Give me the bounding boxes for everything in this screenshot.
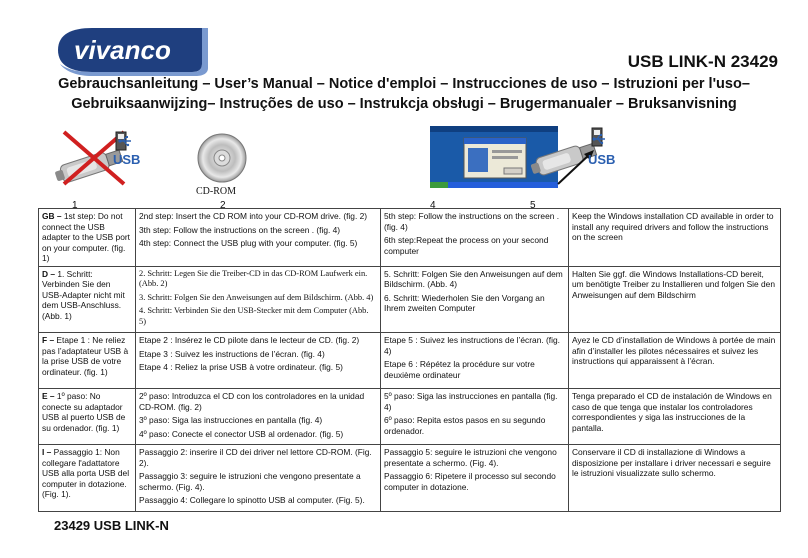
- step-text: Passaggio 6: Ripetere il processo sul secondo computer in dotazione.: [384, 471, 556, 492]
- step-text: 5. Schritt: Folgen Sie den Anweisungen auf dem Bildschirm. (Abb. 4): [384, 268, 563, 289]
- step-text: Etape 1 : Ne reliez pas l’adaptateur USB à la prise USB de votre ordinateur. (fig. 1): [42, 335, 129, 377]
- step-text: Etape 3 : Suivez les instructions de l’écran. (fig. 4): [139, 348, 325, 359]
- steps-2-4-cell: [136, 445, 381, 512]
- step-text: 4º paso: Conecte el conector USB al ordenador. (fig. 5): [139, 428, 344, 439]
- steps-2-4-cell: [136, 333, 381, 389]
- cdrom-label: CD-ROM: [196, 186, 237, 197]
- step-text: 4. Schritt: Verbinden Sie den USB-Stecker mit dem Computer (Abb. 5): [139, 306, 369, 326]
- usb-label-fig-5: USB: [588, 152, 616, 167]
- instructions-table: [38, 208, 781, 512]
- step-text: 1. Schritt: Verbinden Sie den USB-Adapter nicht mit dem USB-Anschluss. (Abb. 1): [42, 268, 125, 321]
- step-text: 3. Schritt: Folgen Sie den Anweisungen auf dem Bildschirm. (Abb. 4): [139, 292, 374, 302]
- note-cell: [569, 445, 781, 512]
- step-text: 1º paso: No conecte su adaptador USB al puerto USB de su ordenador. (fig. 1): [42, 391, 126, 433]
- step-text: Passaggio 4: Collegare lo spinotto USB al computer. (Fig. 5).: [139, 495, 365, 505]
- note-text: Halten Sie ggf. die Windows Installations-CD bereit, um benötigte Treiber zu Installieren und folgen Sie den Anweisungen auf dem Bildschirm: [572, 268, 775, 300]
- step-text: Etape 5 : Suivez les instructions de l’écran. (fig. 4): [384, 335, 560, 356]
- note-cell: [569, 389, 781, 445]
- step-text: 6º paso: Repita estos pasos en su segundo ordenador.: [384, 415, 546, 436]
- step-text: 2º paso: Introduzca el CD con los controladores en la unidad CD-ROM. (fig. 2): [139, 391, 365, 412]
- note-text: Ayez le CD d’installation de Windows à portée de main afin d’installer les pilotes nécessaires et suivez les instructions qui apparaissent à l’écran.: [572, 335, 776, 366]
- manual-subtitle-line-1: Gebrauchsanleitung – User’s Manual – Notice d'emploi – Instrucciones de uso – Istruzioni per l'uso–: [58, 76, 750, 92]
- steps-2-4-cell: [136, 209, 381, 267]
- step-text: Etape 4 : Reliez la prise USB à votre ordinateur. (fig. 5): [139, 362, 343, 372]
- figure-2-cdrom-disc: [196, 132, 248, 184]
- note-cell: [569, 266, 781, 333]
- steps-5-6-cell: [381, 389, 569, 445]
- step-text: 1st step: Do not connect the USB adapter to the USB port on your computer. (fig. 1): [42, 211, 130, 263]
- table-row-i: [39, 445, 781, 512]
- figure-number-2: 2: [220, 200, 226, 211]
- note-text: Tenga preparado el CD de instalación de Windows en caso de que tenga que instalar los controladores correspondientes y siga las instrucciones de la pantalla.: [572, 391, 772, 433]
- step-text: Passaggio 3: seguire le istruzioni che vengono presentate a schermo. (Fig. 4).: [139, 471, 361, 492]
- steps-2-4-cell: [136, 389, 381, 445]
- step-text: 5º paso: Siga las instrucciones en pantalla (fig. 4): [384, 391, 558, 412]
- usb-symbol-icon: [592, 132, 606, 150]
- logo-text: vivanco: [74, 35, 171, 65]
- step-text: 6th step:Repeat the process on your second computer: [384, 235, 549, 256]
- step-text: Passaggio 1: Non collegare l'adattatore USB alla porta USB del computer in dotazione. (Fig. 1).: [42, 447, 130, 499]
- product-title: USB LINK-N 23429: [627, 52, 778, 71]
- table-row-e: [39, 389, 781, 445]
- usb-symbol-icon: [118, 134, 132, 152]
- figure-number-4: 4: [430, 200, 436, 211]
- note-cell: [569, 209, 781, 267]
- step-text: 3º paso: Siga las instrucciones en pantalla (fig. 4): [139, 415, 323, 425]
- step-text: 6. Schritt: Wiederholen Sie den Vorgang an Ihrem zweiten Computer: [384, 292, 545, 313]
- step-text: 3th step: Follow the instructions on the screen . (fig. 4): [139, 224, 341, 235]
- steps-5-6-cell: [381, 445, 569, 512]
- steps-5-6-cell: [381, 266, 569, 333]
- step-text: 4th step: Connect the USB plug with your computer. (fig. 5): [139, 238, 358, 248]
- manual-subtitle-line-2: Gebruiksaanwijzing– Instruções de uso – Instrukcja obsługi – Brugermanualer – Bruksanvisning: [71, 96, 737, 112]
- note-text: Keep the Windows installation CD available in order to install any required drivers and follow the instructions on the screen: [572, 211, 774, 242]
- steps-5-6-cell: [381, 209, 569, 267]
- steps-5-6-cell: [381, 333, 569, 389]
- figure-number-1: 1: [72, 200, 78, 211]
- steps-2-4-cell: [136, 266, 381, 333]
- step-text: Passaggio 5: seguire le istruzioni che vengono presentate a schermo. (Fig. 4).: [384, 447, 557, 468]
- language-code: E –: [42, 391, 55, 401]
- step-1-cell: [39, 389, 136, 445]
- step-text: 2. Schritt: Legen Sie die Treiber-CD in das CD-ROM Laufwerk ein. (Abb. 2): [139, 268, 368, 288]
- step-text: Etape 6 : Répétez la procédure sur votre deuxième ordinateur: [384, 359, 535, 380]
- table-row-d: [39, 266, 781, 333]
- footer-product-code: 23429 USB LINK-N: [54, 518, 169, 533]
- figure-5-usb-connect: [528, 124, 638, 186]
- language-code: GB –: [42, 211, 62, 221]
- step-text: Passaggio 2: inserire il CD dei driver nel lettore CD-ROM. (Fig. 2).: [139, 447, 372, 468]
- step-text: 5th step: Follow the instructions on the screen . (fig. 4): [384, 211, 560, 232]
- note-text: Conservare il CD di installazione di Windows a disposizione per installare i driver necessari e seguire le istruzioni visualizzate sullo schermo.: [572, 447, 771, 478]
- step-text: 2nd step: Insert the CD ROM into your CD-ROM drive. (fig. 2): [139, 211, 368, 221]
- table-row-f: [39, 333, 781, 389]
- language-code: D –: [42, 268, 56, 279]
- table-row-gb: [39, 209, 781, 267]
- language-code: I –: [42, 447, 52, 457]
- figure-number-5: 5: [530, 200, 536, 211]
- note-cell: [569, 333, 781, 389]
- step-1-cell: [39, 333, 136, 389]
- step-1-cell: [39, 266, 136, 333]
- vivanco-logo: [52, 24, 212, 76]
- usb-label-fig-1: USB: [113, 152, 141, 167]
- step-1-cell: [39, 445, 136, 512]
- step-1-cell: [39, 209, 136, 267]
- language-code: F –: [42, 335, 55, 345]
- step-text: Etape 2 : Insérez le CD pilote dans le lecteur de CD. (fig. 2): [139, 335, 360, 345]
